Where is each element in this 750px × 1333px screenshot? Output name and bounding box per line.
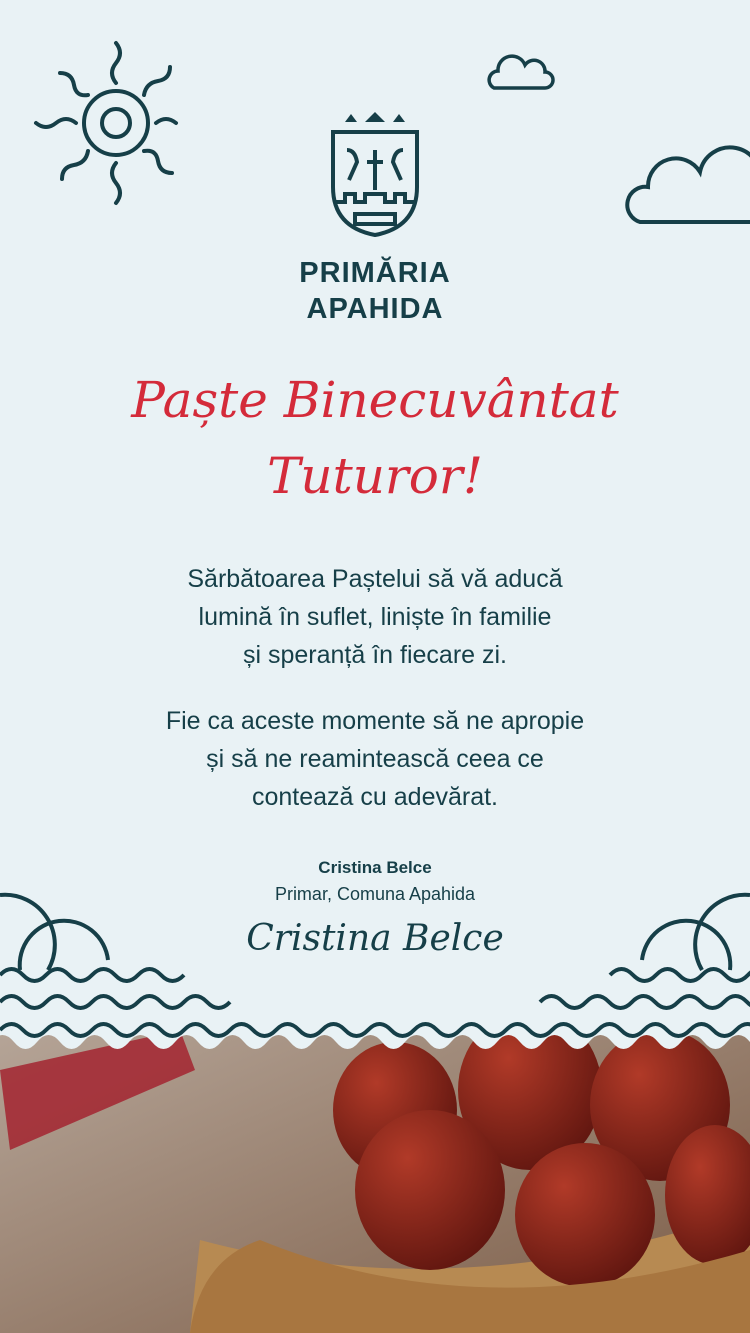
- wave-line: [0, 996, 230, 1008]
- message-line: lumină în suflet, liniște în familie: [198, 603, 552, 631]
- sun-icon: [30, 35, 180, 215]
- org-line-2: APAHIDA: [306, 293, 444, 325]
- cloud-icon: [620, 138, 750, 228]
- org-line-1: PRIMĂRIA: [299, 257, 451, 289]
- wave-line: [0, 1024, 750, 1036]
- wave-line: [610, 969, 750, 981]
- wave-line: [0, 969, 184, 981]
- cloud-icon: [484, 52, 556, 92]
- coat-of-arms-logo: [325, 110, 425, 240]
- message-line: contează cu adevărat.: [252, 783, 498, 811]
- signatory-role: Primar, Comuna Apahida: [274, 884, 476, 904]
- title-line-2: Tuturor!: [267, 447, 483, 505]
- wave-decoration: [0, 880, 750, 1050]
- greeting-title: [0, 362, 750, 514]
- message-paragraph-1: [0, 560, 750, 674]
- title-line-1: Paște Binecuvântat: [131, 371, 619, 429]
- message-paragraph-2: [0, 702, 750, 816]
- organization-name: [0, 255, 750, 327]
- message-line: și speranță în fiecare zi.: [242, 641, 507, 669]
- wave-line: [540, 996, 750, 1008]
- easter-eggs-photo: [0, 1010, 750, 1333]
- message-line: Fie ca aceste momente să ne apropie: [165, 707, 585, 735]
- signatory-name: Cristina Belce: [318, 858, 432, 877]
- message-line: și să ne reamintească ceea ce: [206, 745, 544, 773]
- handwritten-signature: Cristina Belce: [246, 918, 504, 959]
- message-line: Sărbătoarea Paștelui să vă aducă: [187, 565, 563, 593]
